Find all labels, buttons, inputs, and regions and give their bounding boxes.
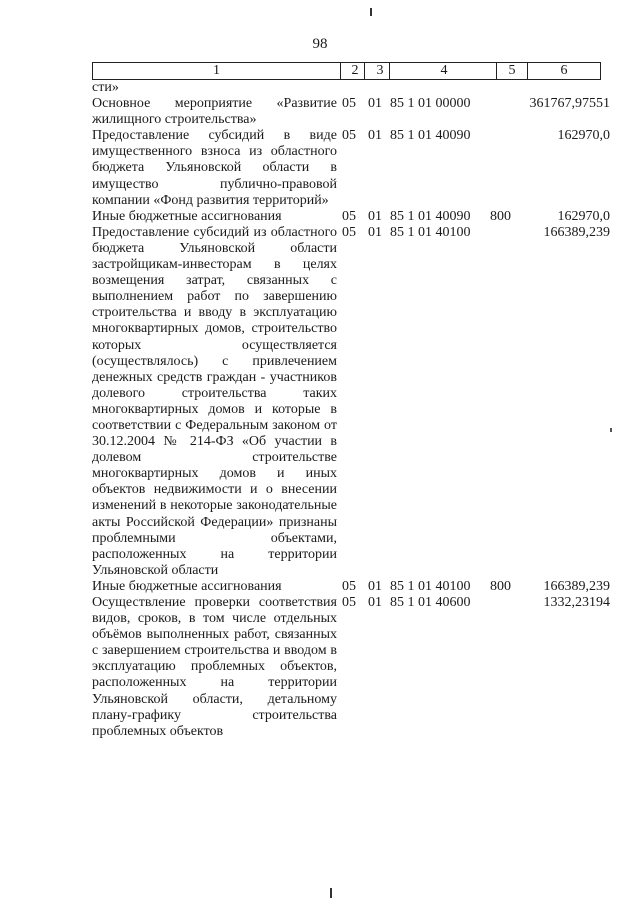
expense-type-code: 800 — [490, 208, 511, 224]
amount: 162970,0 — [557, 208, 610, 224]
section-code: 05 — [342, 224, 356, 240]
section-code: 05 — [342, 208, 356, 224]
amount: 162970,0 — [557, 128, 610, 144]
row-description: Иные бюджетные ассигнования — [92, 208, 282, 224]
section-code: 05 — [342, 595, 356, 610]
scan-mark-top — [370, 8, 372, 16]
table-row — [92, 595, 612, 740]
target-article-code: 85 1 01 40090 — [390, 208, 471, 224]
header-col-3: 3 — [371, 63, 390, 79]
table-row — [92, 209, 612, 225]
subsection-code: 01 — [368, 96, 382, 112]
scan-artifact — [610, 428, 612, 432]
section-code: 05 — [342, 578, 356, 594]
table-row — [92, 579, 612, 595]
row-description: Иные бюджетные ассигнования — [92, 578, 282, 594]
expense-type-code — [490, 128, 518, 208]
header-col-2: 2 — [346, 63, 365, 79]
section-code: 05 — [342, 96, 356, 112]
table-row — [92, 128, 612, 208]
amount: 361767,97551 — [529, 96, 610, 112]
table-header-row — [92, 62, 601, 80]
page-number: 98 — [312, 36, 328, 52]
row-description: Основное мероприятие «Развитие жилищного строительства» — [92, 96, 337, 128]
subsection-code: 01 — [368, 208, 382, 224]
expense-type-code — [490, 225, 518, 579]
row-description: Предоставление субсидий из областного бюджета Ульяновской области застройщикам-инвесторам в целях возмещения затрат, связанных с выполнением работ по завершению строительства и вводу в эксплуатацию многоквартирных домов, строительство которых осуществляется (осуществлялось) с привлечением денежных средств граждан - участников долевого строительства таких многоквартирных домов и которые в соответствии с Федеральным законом от 30.12.2004 № 214-ФЗ «Об участии в долевом строительстве многоквартирных домов и иных объектов недвижимости и о внесении изменений в некоторые законодательные акты Российской Федерации» признаны проблемными объектами, расположенных на территории Ульяновской области — [92, 224, 337, 578]
header-col-6: 6 — [560, 63, 568, 78]
target-article-code: 85 1 01 40090 — [390, 128, 471, 144]
amount: 166389,239 — [543, 224, 610, 240]
target-article-code: 85 1 01 40100 — [390, 224, 471, 240]
row-description: Осуществление проверки соответствия видов, сроков, в том числе отдельных объёмов выполненных работ, связанных с завершением строительства и вводом в эксплуатацию проблемных объектов, расположенных на территории Ульяновской области, детальному плану-графику строительства проблемных объектов — [92, 595, 337, 739]
target-article-code: 85 1 01 00000 — [390, 96, 471, 112]
header-col-1: 1 — [93, 63, 341, 79]
amount: 1332,23194 — [543, 595, 610, 610]
row-description: Предоставление субсидий в виде имущественного взноса из областного бюджета Ульяновской области в имущество публично-правовой компании «Фонд развития территорий» — [92, 128, 337, 208]
amount: 166389,239 — [543, 578, 610, 594]
subsection-code: 01 — [368, 595, 382, 610]
target-article-code: 85 1 01 40100 — [390, 578, 471, 594]
expense-type-code: 800 — [490, 578, 511, 594]
subsection-code: 01 — [368, 224, 382, 240]
header-col-5: 5 — [497, 63, 528, 79]
table-row — [92, 96, 612, 128]
expense-type-code — [490, 96, 518, 128]
budget-table-body — [92, 80, 612, 740]
scan-mark-bottom — [330, 888, 332, 898]
table-row — [92, 80, 612, 96]
target-article-code: 85 1 01 40600 — [390, 595, 471, 610]
subsection-code: 01 — [368, 128, 382, 144]
subsection-code: 01 — [368, 578, 382, 594]
section-code: 05 — [342, 128, 356, 144]
row-description: сти» — [92, 80, 119, 95]
header-col-4: 4 — [392, 63, 497, 79]
table-row — [92, 225, 612, 579]
expense-type-code — [490, 595, 518, 740]
